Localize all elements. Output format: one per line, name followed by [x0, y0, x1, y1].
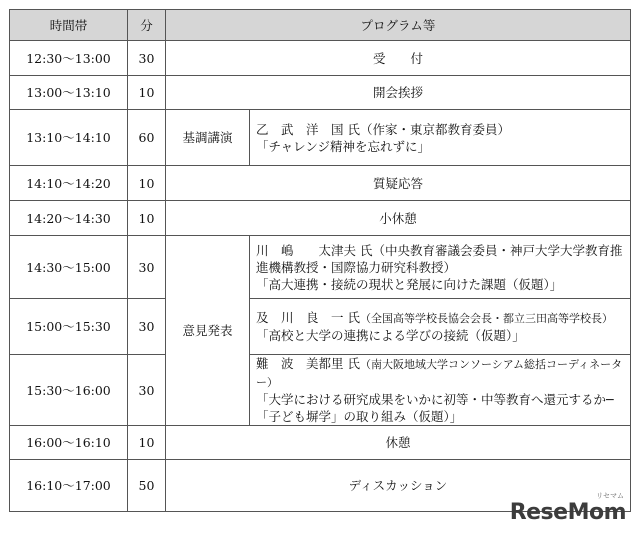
table-row: [10, 426, 631, 460]
minutes-cell: 10: [128, 76, 166, 110]
minutes-cell: 60: [128, 110, 166, 166]
header-time: 時間帯: [10, 10, 128, 41]
minutes-cell: 30: [128, 299, 166, 355]
minutes-cell: 30: [128, 41, 166, 76]
minutes-cell: 10: [128, 426, 166, 460]
speaker-cell: [250, 355, 631, 426]
speaker-affiliation: （全国高等学校長協会会長・都立三田高等学校長）: [359, 312, 613, 325]
minutes-cell: 30: [128, 236, 166, 299]
talk-title: 「高大連携・接続の現状と発展に向けた課題（仮題）」: [256, 276, 563, 292]
speaker-cell: [250, 236, 631, 299]
minutes-cell: 30: [128, 355, 166, 426]
table-row: [10, 110, 631, 166]
header-row: [10, 10, 631, 41]
time-cell: 15:00～15:30: [10, 299, 128, 355]
table-row: [10, 41, 631, 76]
schedule-table: [9, 9, 631, 512]
table-row: [10, 299, 631, 355]
time-cell: 14:30～15:00: [10, 236, 128, 299]
time-cell: 15:30～16:00: [10, 355, 128, 426]
table-row: [10, 236, 631, 299]
table-row: [10, 355, 631, 426]
header-program: プログラム等: [166, 10, 631, 41]
time-cell: 12:30～13:00: [10, 41, 128, 76]
category-cell: 意見発表: [166, 236, 250, 426]
speaker-line: 乙 武 洋 国 氏（作家・東京都教育委員）: [256, 121, 510, 137]
minutes-cell: 50: [128, 460, 166, 512]
speaker-cell: [250, 110, 631, 166]
program-cell: ディスカッション: [166, 460, 631, 512]
program-cell: 質疑応答: [166, 166, 631, 201]
table-row: [10, 76, 631, 110]
category-cell: 基調講演: [166, 110, 250, 166]
talk-title: 「チャレンジ精神を忘れずに」: [256, 138, 431, 154]
table-row: [10, 201, 631, 236]
program-cell: 開会挨拶: [166, 76, 631, 110]
speaker-name: 及 川 良 一 氏: [256, 310, 360, 325]
speaker-line: [256, 309, 624, 327]
resemom-logo: [509, 492, 626, 525]
speaker-affiliation: （南大阪地域大学コンソーシアム総括コーディネーター）: [256, 358, 623, 389]
time-cell: 13:00～13:10: [10, 76, 128, 110]
talk-title: 「高校と大学の連携による学びの接続（仮題）」: [256, 328, 525, 343]
logo-subtext: リセマム: [596, 492, 624, 500]
minutes-cell: 10: [128, 166, 166, 201]
minutes-cell: 10: [128, 201, 166, 236]
program-cell: 受 付: [166, 41, 631, 76]
header-minutes: 分: [128, 10, 166, 41]
speaker-line: [256, 355, 624, 391]
time-cell: 13:10～14:10: [10, 110, 128, 166]
table-row: [10, 166, 631, 201]
time-cell: 16:00～16:10: [10, 426, 128, 460]
talk-title: 「大学における研究成果をいかに初等・中等教育へ還元するか─「子ども塀学」の取り組み（仮題）」: [256, 392, 614, 424]
speaker-cell: [250, 299, 631, 355]
time-cell: 14:10～14:20: [10, 166, 128, 201]
program-cell: 休憩: [166, 426, 631, 460]
logo-text: ReseMom: [509, 499, 626, 525]
speaker-name: 難 波 美都里 氏: [256, 356, 360, 371]
time-cell: 14:20～14:30: [10, 201, 128, 236]
program-cell: 小休憩: [166, 201, 631, 236]
speaker-line: 川 嶋 太津夫 氏（中央教育審議会委員・神戸大学大学教育推進機構教授・国際協力研究科教授）: [256, 242, 623, 275]
time-cell: 16:10～17:00: [10, 460, 128, 512]
